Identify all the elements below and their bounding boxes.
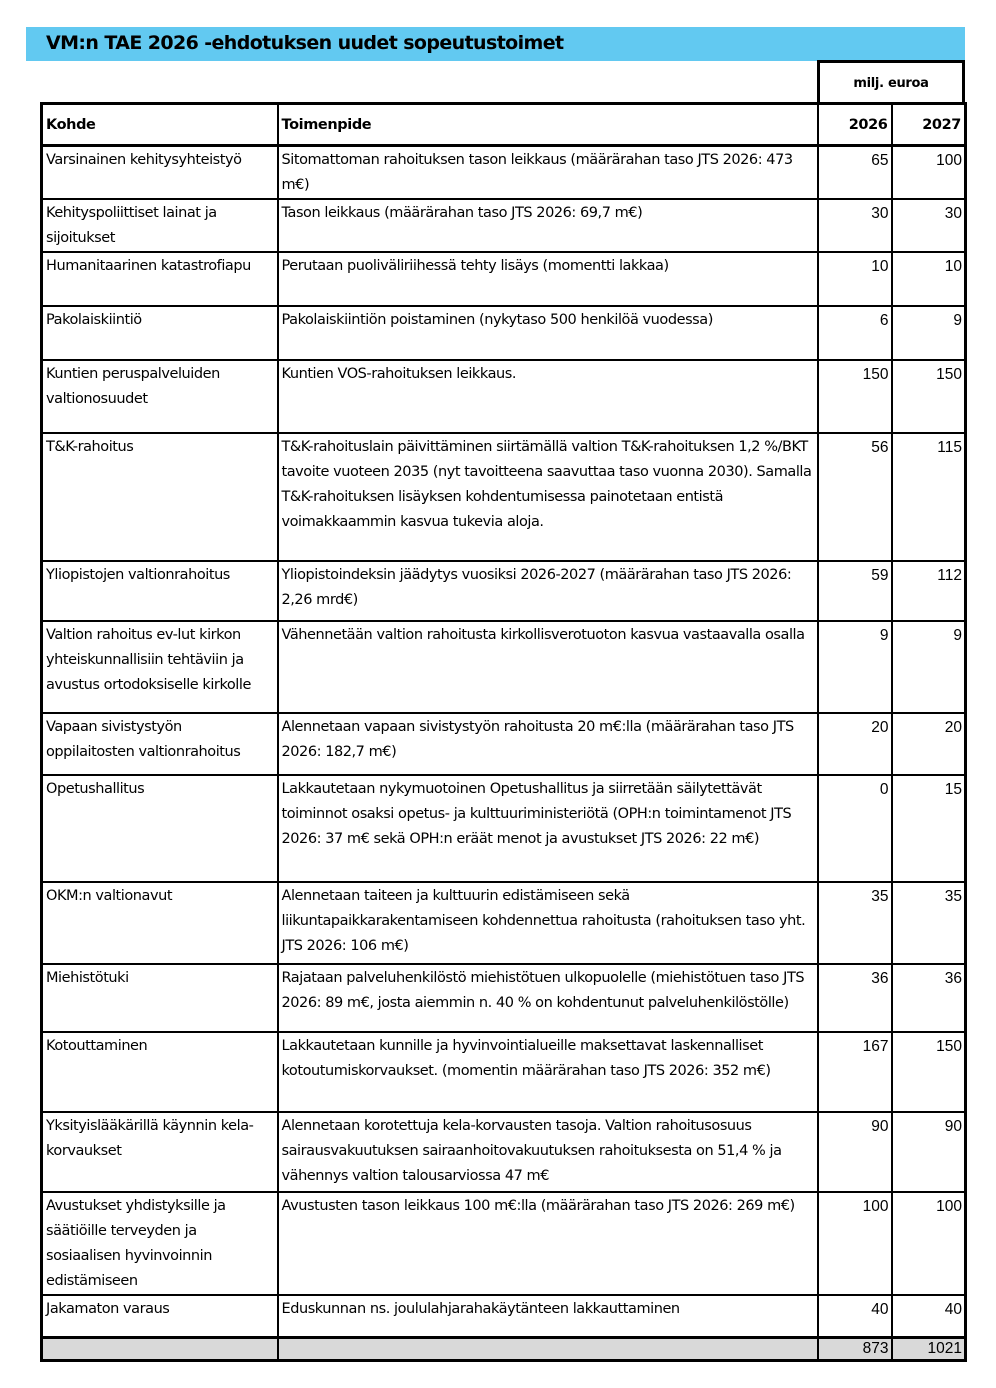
cell-kohde: OKM:n valtionavut <box>42 882 278 964</box>
table-row <box>42 433 966 561</box>
cell-toimenpide: T&K-rahoituslain päivittäminen siirtämällä valtion T&K-rahoituksen 1,2 %/BKT tavoite vuoteen 2035 (nyt tavoitteena saavuttaa taso vuonna 2030). Samalla T&K-rahoituksen lisäyksen kohdentumisessa painotetaan entistä voimakkaammin kasvua tukevia aloja. <box>278 433 818 561</box>
cell-toimenpide: Pakolaiskiintiön poistaminen (nykytaso 500 henkilöä vuodessa) <box>278 306 818 360</box>
cell-2026: 20 <box>818 713 892 775</box>
cell-kohde: Kotouttaminen <box>42 1032 278 1112</box>
cell-toimenpide: Alennetaan korotettuja kela-korvausten tasoja. Valtion rahoitusosuus sairausvakuutuksen sairaanhoitovakuutuksen rahoituksesta on 51,4 % ja vähennys valtion talousarviossa 47 m€ <box>278 1112 818 1192</box>
table-row <box>42 1112 966 1192</box>
cell-2027: 35 <box>892 882 966 964</box>
cell-2026: 90 <box>818 1112 892 1192</box>
table-header-row <box>42 104 966 146</box>
header-toimenpide: Toimenpide <box>278 104 818 146</box>
cell-kohde: Humanitaarinen katastrofiapu <box>42 252 278 306</box>
cell-2027: 9 <box>892 306 966 360</box>
unit-label: milj. euroa <box>817 60 965 103</box>
cell-2027: 100 <box>892 146 966 200</box>
table-row <box>42 252 966 306</box>
cell-2027: 150 <box>892 1032 966 1112</box>
cell-kohde: Jakamaton varaus <box>42 1295 278 1338</box>
cell-kohde: Opetushallitus <box>42 775 278 882</box>
cell-2026: 167 <box>818 1032 892 1112</box>
cell-2027: 9 <box>892 621 966 713</box>
table-row <box>42 1295 966 1338</box>
cell-2026: 9 <box>818 621 892 713</box>
cell-kohde: Kuntien peruspalveluiden valtionosuudet <box>42 360 278 433</box>
table-row <box>42 882 966 964</box>
cell-toimenpide: Kuntien VOS-rahoituksen leikkaus. <box>278 360 818 433</box>
cell-2026: 56 <box>818 433 892 561</box>
cell-2027: 90 <box>892 1112 966 1192</box>
cell-2026: 150 <box>818 360 892 433</box>
header-2026: 2026 <box>818 104 892 146</box>
cell-toimenpide: Tason leikkaus (määrärahan taso JTS 2026: 69,7 m€) <box>278 199 818 252</box>
cell-toimenpide: Avustusten tason leikkaus 100 m€:lla (määrärahan taso JTS 2026: 269 m€) <box>278 1192 818 1295</box>
cell-2027: 100 <box>892 1192 966 1295</box>
table-row <box>42 775 966 882</box>
header-kohde: Kohde <box>42 104 278 146</box>
cell-2027: 10 <box>892 252 966 306</box>
table-row <box>42 360 966 433</box>
table-row <box>42 146 966 200</box>
title-bar <box>26 27 965 61</box>
cell-2026: 6 <box>818 306 892 360</box>
cell-2027: 20 <box>892 713 966 775</box>
cell-2027: 40 <box>892 1295 966 1338</box>
cell-kohde: Valtion rahoitus ev-lut kirkon yhteiskunnallisiin tehtäviin ja avustus ortodoksiselle kirkolle <box>42 621 278 713</box>
table-row <box>42 561 966 621</box>
cell-2026: 10 <box>818 252 892 306</box>
cell-kohde: Avustukset yhdistyksille ja säätiöille terveyden ja sosiaalisen hyvinvoinnin edistämiseen <box>42 1192 278 1295</box>
cell-2027: 30 <box>892 199 966 252</box>
cell-toimenpide: Lakkautetaan nykymuotoinen Opetushallitus ja siirretään säilytettävät toiminnot osaksi opetus- ja kulttuuriministeriötä (OPH:n toimintamenot JTS 2026: 37 m€ sekä OPH:n eräät menot ja avustukset JTS 2026: 22 m€) <box>278 775 818 882</box>
cell-toimenpide: Perutaan puoliväliriihessä tehty lisäys (momentti lakkaa) <box>278 252 818 306</box>
cell-2027: 115 <box>892 433 966 561</box>
table-row <box>42 306 966 360</box>
cell-2027: 36 <box>892 964 966 1032</box>
cell-2026: 30 <box>818 199 892 252</box>
document-title: VM:n TAE 2026 -ehdotuksen uudet sopeutustoimet <box>46 32 564 54</box>
cell-kohde: Varsinainen kehitysyhteistyö <box>42 146 278 200</box>
cell-toimenpide: Eduskunnan ns. joululahjarahakäytänteen lakkauttaminen <box>278 1295 818 1338</box>
cell-2026: 59 <box>818 561 892 621</box>
total-2027: 1021 <box>892 1338 966 1361</box>
measures-table <box>40 102 967 1362</box>
table-row <box>42 964 966 1032</box>
cell-kohde: Kehityspoliittiset lainat ja sijoitukset <box>42 199 278 252</box>
cell-2026: 100 <box>818 1192 892 1295</box>
cell-2027: 15 <box>892 775 966 882</box>
cell-toimenpide: Rajataan palveluhenkilöstö miehistötuen ulkopuolelle (miehistötuen taso JTS 2026: 89 m€, josta aiemmin n. 40 % on kohdentunut palveluhenkilöstölle) <box>278 964 818 1032</box>
total-kohde <box>42 1338 278 1361</box>
cell-kohde: Yliopistojen valtionrahoitus <box>42 561 278 621</box>
table-row <box>42 1032 966 1112</box>
cell-2026: 0 <box>818 775 892 882</box>
cell-kohde: T&K-rahoitus <box>42 433 278 561</box>
total-toimenpide <box>278 1338 818 1361</box>
cell-toimenpide: Lakkautetaan kunnille ja hyvinvointialueille maksettavat laskennalliset kotoutumiskorvaukset. (momentin määrärahan taso JTS 2026: 352 m€) <box>278 1032 818 1112</box>
cell-toimenpide: Alennetaan vapaan sivistystyön rahoitusta 20 m€:lla (määrärahan taso JTS 2026: 182,7 m€) <box>278 713 818 775</box>
cell-2026: 36 <box>818 964 892 1032</box>
cell-2026: 35 <box>818 882 892 964</box>
header-2027: 2027 <box>892 104 966 146</box>
table-row <box>42 199 966 252</box>
cell-toimenpide: Yliopistoindeksin jäädytys vuosiksi 2026-2027 (määrärahan taso JTS 2026: 2,26 mrd€) <box>278 561 818 621</box>
cell-toimenpide: Alennetaan taiteen ja kulttuurin edistämiseen sekä liikuntapaikkarakentamiseen kohdennettua rahoitusta (rahoituksen taso yht. JTS 2026: 106 m€) <box>278 882 818 964</box>
cell-kohde: Yksityislääkärillä käynnin kela-korvaukset <box>42 1112 278 1192</box>
cell-toimenpide: Vähennetään valtion rahoitusta kirkollisverotuoton kasvua vastaavalla osalla <box>278 621 818 713</box>
cell-2027: 112 <box>892 561 966 621</box>
cell-kohde: Pakolaiskiintiö <box>42 306 278 360</box>
total-row <box>42 1338 966 1361</box>
cell-kohde: Vapaan sivistystyön oppilaitosten valtionrahoitus <box>42 713 278 775</box>
cell-kohde: Miehistötuki <box>42 964 278 1032</box>
total-2026: 873 <box>818 1338 892 1361</box>
cell-2027: 150 <box>892 360 966 433</box>
cell-toimenpide: Sitomattoman rahoituksen tason leikkaus (määrärahan taso JTS 2026: 473 m€) <box>278 146 818 200</box>
table-row <box>42 713 966 775</box>
table-row <box>42 1192 966 1295</box>
table-row <box>42 621 966 713</box>
cell-2026: 40 <box>818 1295 892 1338</box>
cell-2026: 65 <box>818 146 892 200</box>
